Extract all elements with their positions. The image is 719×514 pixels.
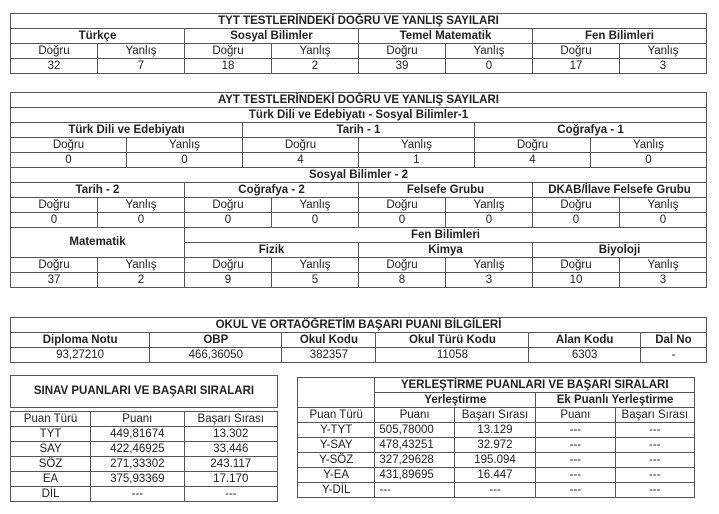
ek-basari-sirasi: ---	[615, 483, 694, 498]
basari-sirasi: ---	[184, 487, 277, 502]
yanlis-value: 3	[446, 273, 533, 288]
puan: 431,89695	[375, 468, 454, 483]
table-row	[298, 468, 695, 483]
basari-sirasi: 32.972	[454, 438, 535, 453]
dogru-value: 0	[11, 153, 127, 168]
puan-turu: EA	[11, 472, 91, 487]
dogru-label: Doğru	[185, 258, 272, 273]
yanlis-value: 2	[272, 59, 359, 74]
puan-turu: Y-TYT	[298, 423, 375, 438]
puan-turu: Y-EA	[298, 468, 375, 483]
column-header: Dal No	[640, 333, 706, 348]
yanlis-value: 0	[591, 153, 707, 168]
puan: ---	[91, 487, 184, 502]
yerlestirme-title: YERLEŞTİRME PUANLARI VE BAŞARI SIRALARI	[375, 378, 695, 393]
dogru-value: 4	[475, 153, 591, 168]
ek-basari-sirasi: ---	[615, 423, 694, 438]
dogru-value: 0	[185, 213, 272, 228]
yanlis-label: Yanlış	[620, 258, 707, 273]
ek-basari-sirasi: ---	[615, 438, 694, 453]
dogru-value: 0	[359, 213, 446, 228]
basari-sirasi: 243.117	[184, 457, 277, 472]
puan-turu: TYT	[11, 427, 91, 442]
table-row	[11, 472, 278, 487]
yanlis-label: Yanlış	[446, 44, 533, 59]
obp-value: 466,36050	[150, 348, 282, 363]
puan-turu: Y-DİL	[298, 483, 375, 498]
yanlis-value: 0	[446, 213, 533, 228]
test-name: Matematik	[11, 228, 185, 258]
tyt-title: TYT TESTLERİNDEKİ DOĞRU VE YANLIŞ SAYILARI	[11, 14, 707, 29]
yanlis-label: Yanlış	[359, 138, 475, 153]
yanlis-label: Yanlış	[98, 258, 185, 273]
sinav-table	[10, 375, 278, 502]
test-name: Tarih - 2	[11, 183, 185, 198]
dogru-value: 32	[11, 59, 98, 74]
test-name: Türkçe	[11, 29, 185, 44]
test-name: Sosyal Bilimler	[185, 29, 359, 44]
dogru-value: 18	[185, 59, 272, 74]
puan: 271,33302	[91, 457, 184, 472]
test-name: Coğrafya - 1	[475, 123, 707, 138]
ek-puanli-subtitle: Ek Puanlı Yerleştirme	[536, 393, 695, 408]
column-header: Başarı Sırası	[454, 408, 535, 423]
basari-sirasi: 195.094	[454, 453, 535, 468]
dogru-label: Doğru	[185, 44, 272, 59]
dogru-label: Doğru	[533, 44, 620, 59]
yanlis-value: 0	[98, 213, 185, 228]
column-header: Başarı Sırası	[184, 412, 277, 427]
puan: 327,29628	[375, 453, 454, 468]
yanlis-label: Yanlış	[272, 198, 359, 213]
column-header: Okul Türü Kodu	[376, 333, 529, 348]
puan: 449,81674	[91, 427, 184, 442]
yanlis-value: 2	[98, 273, 185, 288]
puan-turu: SAY	[11, 442, 91, 457]
group-title: Sosyal Bilimler - 2	[11, 168, 707, 183]
dogru-label: Doğru	[11, 198, 98, 213]
tyt-table	[10, 13, 707, 74]
yanlis-label: Yanlış	[127, 138, 243, 153]
table-row	[298, 438, 695, 453]
yanlis-label: Yanlış	[98, 198, 185, 213]
puan: 505,78000	[375, 423, 454, 438]
table-row	[11, 442, 278, 457]
ek-puan: ---	[536, 438, 615, 453]
yanlis-value: 3	[620, 273, 707, 288]
column-header: Başarı Sırası	[615, 408, 694, 423]
table-row	[11, 427, 278, 442]
group-title: Fen Bilimleri	[185, 228, 707, 243]
column-header: OBP	[150, 333, 282, 348]
column-header: Alan Kodu	[529, 333, 640, 348]
dogru-value: 9	[185, 273, 272, 288]
basari-sirasi: ---	[454, 483, 535, 498]
ek-puan: ---	[536, 453, 615, 468]
puan-turu: Y-SÖZ	[298, 453, 375, 468]
puan-turu: DİL	[11, 487, 91, 502]
dogru-label: Doğru	[359, 258, 446, 273]
yerlestirme-table	[297, 377, 695, 498]
test-name: Türk Dili ve Edebiyatı	[11, 123, 243, 138]
test-name: Tarih - 1	[243, 123, 475, 138]
dogru-label: Doğru	[185, 198, 272, 213]
table-row	[298, 423, 695, 438]
column-header: Puan Türü	[11, 412, 91, 427]
puan: 422,46925	[91, 442, 184, 457]
puan: ---	[375, 483, 454, 498]
yanlis-label: Yanlış	[620, 198, 707, 213]
test-name: Fizik	[185, 243, 359, 258]
diploma-notu-value: 93,27210	[11, 348, 150, 363]
yanlis-value: 3	[620, 59, 707, 74]
sinav-title: SINAV PUANLARI VE BAŞARI SIRALARI	[11, 376, 278, 408]
yanlis-value: 1	[359, 153, 475, 168]
ayt-title: AYT TESTLERİNDEKİ DOĞRU VE YANLIŞ SAYILARI	[11, 93, 707, 108]
test-name: Coğrafya - 2	[185, 183, 359, 198]
okul-title: OKUL VE ORTAÖĞRETİM BAŞARI PUANI BİLGİLERİ	[11, 318, 707, 333]
yanlis-label: Yanlış	[272, 258, 359, 273]
dogru-value: 17	[533, 59, 620, 74]
table-row	[298, 483, 695, 498]
yanlis-value: 0	[446, 59, 533, 74]
dogru-value: 8	[359, 273, 446, 288]
puan-turu: SÖZ	[11, 457, 91, 472]
column-header: Puanı	[375, 408, 454, 423]
test-name: Biyoloji	[533, 243, 707, 258]
table-row	[11, 457, 278, 472]
ek-basari-sirasi: ---	[615, 453, 694, 468]
test-name: Temel Matematik	[359, 29, 533, 44]
yanlis-value: 0	[620, 213, 707, 228]
group-title: Türk Dili ve Edebiyatı - Sosyal Bilimler-1	[11, 108, 707, 123]
test-name: Kimya	[359, 243, 533, 258]
dogru-value: 37	[11, 273, 98, 288]
ayt-table	[10, 92, 707, 288]
okul-kodu-value: 382357	[282, 348, 376, 363]
alan-kodu-value: 6303	[529, 348, 640, 363]
yanlis-label: Yanlış	[272, 44, 359, 59]
table-row	[11, 487, 278, 502]
column-header: Puanı	[91, 412, 184, 427]
dogru-value: 0	[11, 213, 98, 228]
dogru-label: Doğru	[243, 138, 359, 153]
test-name: DKAB/İlave Felsefe Grubu	[533, 183, 707, 198]
dogru-label: Doğru	[359, 198, 446, 213]
yanlis-label: Yanlış	[446, 258, 533, 273]
puan-turu: Y-SAY	[298, 438, 375, 453]
yanlis-label: Yanlış	[591, 138, 707, 153]
yerlestirme-subtitle: Yerleştirme	[375, 393, 536, 408]
dogru-label: Doğru	[475, 138, 591, 153]
basari-sirasi: 17.170	[184, 472, 277, 487]
dogru-value: 4	[243, 153, 359, 168]
yanlis-value: 5	[272, 273, 359, 288]
yanlis-label: Yanlış	[98, 44, 185, 59]
basari-sirasi: 33.446	[184, 442, 277, 457]
yanlis-label: Yanlış	[446, 198, 533, 213]
column-header: Puanı	[536, 408, 615, 423]
ek-puan: ---	[536, 468, 615, 483]
dogru-label: Doğru	[11, 258, 98, 273]
dogru-label: Doğru	[359, 44, 446, 59]
column-header: Puan Türü	[298, 408, 375, 423]
puan: 478,43251	[375, 438, 454, 453]
basari-sirasi: 16.447	[454, 468, 535, 483]
column-header: Okul Kodu	[282, 333, 376, 348]
ek-basari-sirasi: ---	[615, 468, 694, 483]
yanlis-value: 0	[272, 213, 359, 228]
test-name: Felsefe Grubu	[359, 183, 533, 198]
ek-puan: ---	[536, 483, 615, 498]
dal-no-value: -	[640, 348, 706, 363]
dogru-label: Doğru	[533, 258, 620, 273]
dogru-value: 10	[533, 273, 620, 288]
okul-table	[10, 317, 707, 363]
yanlis-value: 7	[98, 59, 185, 74]
yanlis-value: 0	[127, 153, 243, 168]
dogru-value: 39	[359, 59, 446, 74]
yanlis-label: Yanlış	[620, 44, 707, 59]
dogru-label: Doğru	[533, 198, 620, 213]
dogru-label: Doğru	[11, 44, 98, 59]
okul-turu-kodu-value: 11058	[376, 348, 529, 363]
dogru-label: Doğru	[11, 138, 127, 153]
table-row	[298, 453, 695, 468]
basari-sirasi: 13.302	[184, 427, 277, 442]
basari-sirasi: 13.129	[454, 423, 535, 438]
puan: 375,93369	[91, 472, 184, 487]
dogru-value: 0	[533, 213, 620, 228]
test-name: Fen Bilimleri	[533, 29, 707, 44]
column-header: Diploma Notu	[11, 333, 150, 348]
ek-puan: ---	[536, 423, 615, 438]
